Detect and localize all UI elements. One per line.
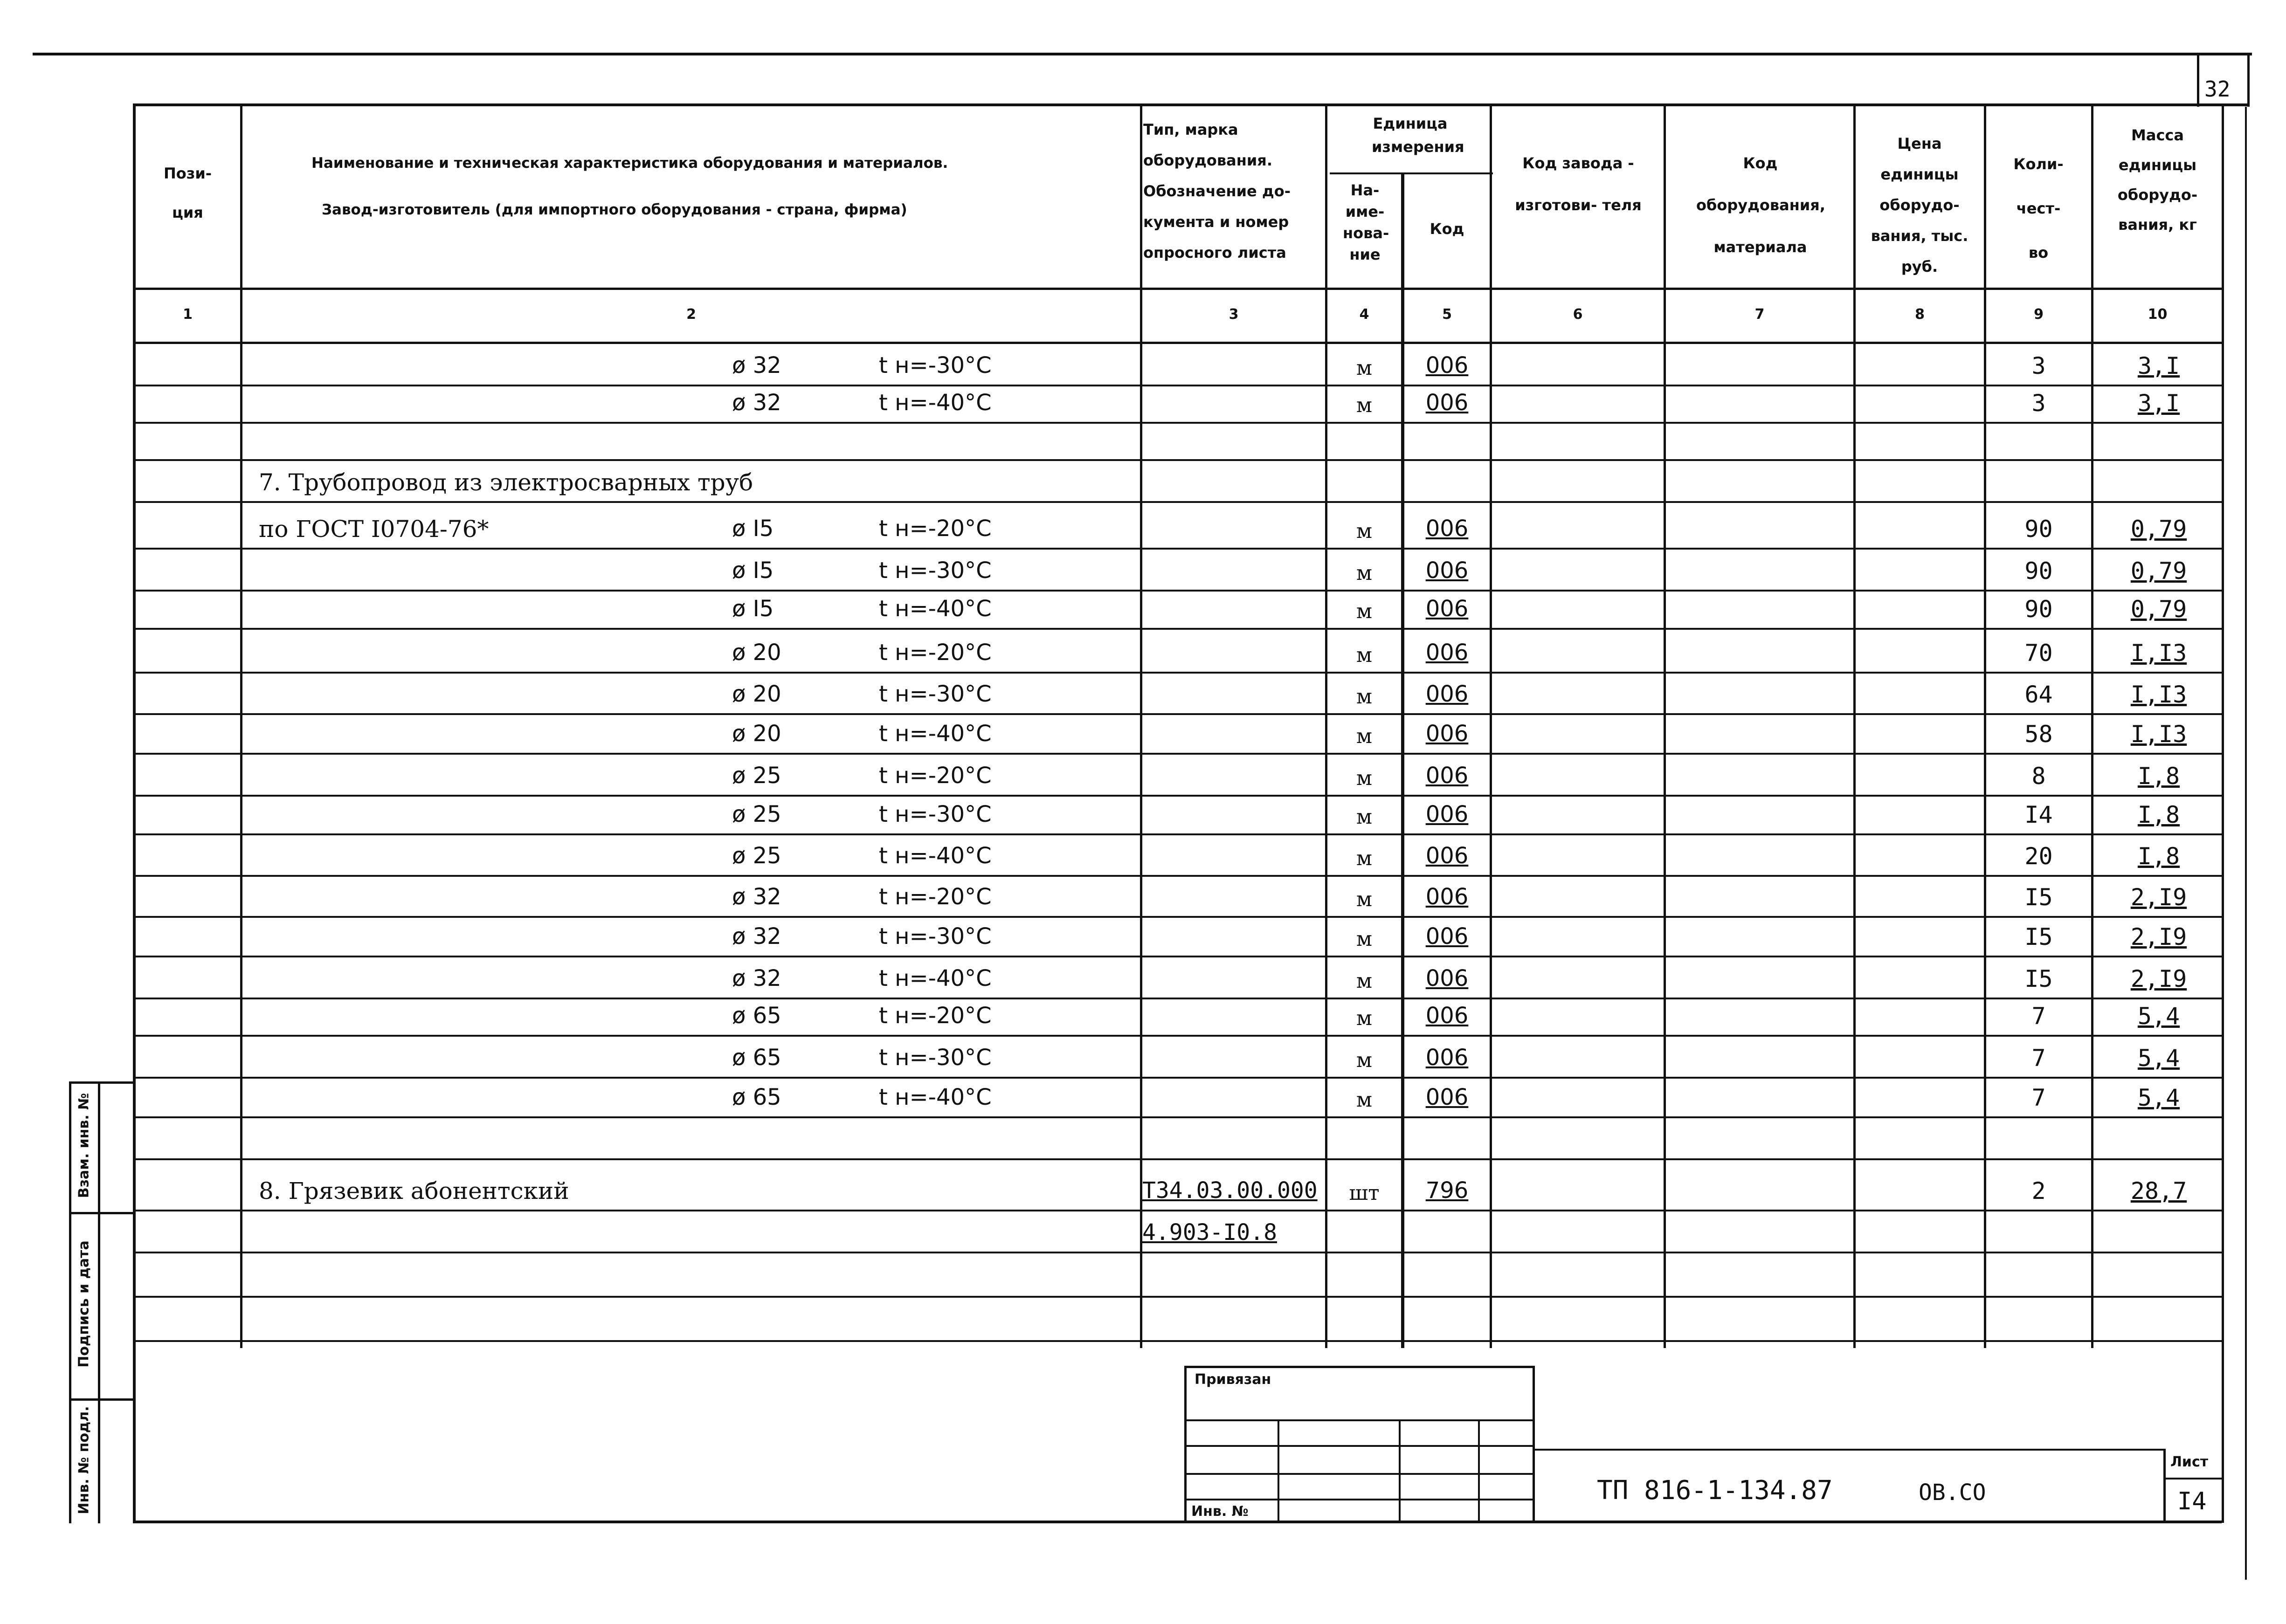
colnum-7: 7 (1754, 306, 1765, 323)
row-unit: м (1356, 643, 1373, 667)
row-unit: м (1356, 1006, 1373, 1030)
row-code: 006 (1425, 721, 1469, 747)
row-mass: I,8 (2137, 843, 2180, 870)
row-text: 8. Грязевик абонентский (259, 1177, 569, 1204)
row-separator (133, 422, 2222, 424)
row-temperature: t н=-30°С (879, 557, 992, 584)
row-separator (133, 1116, 2222, 1118)
row-unit: м (1356, 356, 1373, 380)
stamp-left-outer (69, 1081, 71, 1523)
row-separator (133, 795, 2222, 797)
row-quantity: 7 (2031, 1045, 2046, 1072)
header-unit-name: На- име- нова- ние (1343, 181, 1389, 263)
header-bottom-line (133, 288, 2222, 290)
row-separator (133, 628, 2222, 630)
row-quantity: 58 (2024, 721, 2053, 748)
row-unit: м (1356, 393, 1373, 417)
header-mass: Масса единицы оборудо- вания, кг (2117, 126, 2198, 234)
attach-row-4 (1184, 1499, 1535, 1500)
row-temperature: t н=-40°С (879, 843, 992, 869)
row-unit: м (1356, 927, 1373, 951)
row-unit: м (1356, 519, 1373, 543)
row-code: 006 (1425, 884, 1469, 910)
row-mass: 2,I9 (2130, 965, 2187, 992)
row-diameter: ø I5 (732, 596, 774, 622)
row-separator (133, 998, 2222, 999)
stamp-inv-replace: Взам. инв. № (76, 1093, 92, 1198)
stamp-inv-orig: Инв. № подл. (76, 1406, 92, 1514)
row-mass: 5,4 (2137, 1084, 2180, 1111)
stamp-left-inner (98, 1081, 100, 1523)
row-separator (133, 713, 2222, 715)
row-quantity: 90 (2024, 596, 2053, 623)
row-diameter: ø 32 (732, 884, 781, 910)
colnum-8: 8 (1915, 306, 1925, 323)
row-code: 006 (1425, 923, 1469, 950)
header-name-line2: Завод-изготовитель (для импортного оборудования - страна, фирма) (322, 201, 907, 218)
row-unit: м (1356, 724, 1373, 748)
row-mass: I,I3 (2130, 681, 2187, 708)
row-unit: м (1356, 1088, 1373, 1112)
row-diameter: ø 20 (732, 721, 781, 747)
top-border-line (33, 53, 2252, 55)
row-mass: I,I3 (2130, 721, 2187, 748)
row-mass: 0,79 (2130, 596, 2187, 623)
header-equipment-code: Код оборудования, материала (1696, 154, 1825, 256)
row-code: 006 (1425, 352, 1469, 378)
colnum-2: 2 (686, 306, 696, 323)
row-quantity: 7 (2031, 1003, 2046, 1030)
row-mass: 28,7 (2130, 1177, 2187, 1204)
row-temperature: t н=-40°С (879, 721, 992, 747)
row-temperature: t н=-20°С (879, 884, 992, 910)
header-price: Цена единицы оборудо- вания, тыс. руб. (1871, 135, 1968, 275)
header-type: Тип, марка оборудования. Обозначение до- кумента и номер опросного листа (1143, 121, 1291, 261)
sheet-box-left (2163, 1449, 2166, 1522)
row-diameter: ø 25 (732, 843, 781, 869)
attach-col-3 (1478, 1419, 1480, 1522)
row-unit: м (1356, 846, 1373, 870)
attach-col-1 (1278, 1419, 1279, 1522)
col-line-2 (1140, 103, 1142, 1348)
row-separator (133, 916, 2222, 918)
row-temperature: t н=-20°С (879, 516, 992, 542)
row-temperature: t н=-30°С (879, 1045, 992, 1071)
row-separator (133, 833, 2222, 835)
row-temperature: t н=-30°С (879, 801, 992, 827)
row-mass: I,I3 (2130, 640, 2187, 667)
row-temperature: t н=-30°С (879, 352, 992, 378)
row-separator (133, 459, 2222, 461)
row-quantity: 20 (2024, 843, 2053, 870)
row-mass: 3,I (2137, 390, 2180, 417)
row-code: 006 (1425, 843, 1469, 869)
colnum-4: 4 (1359, 306, 1369, 323)
row-diameter: ø 20 (732, 681, 781, 707)
table-top-border (133, 103, 2250, 106)
stamp-div-1 (69, 1212, 133, 1214)
header-unit-group: Единица измерения (1372, 115, 1464, 156)
col-line-5 (1490, 103, 1492, 1348)
row-mass: 2,I9 (2130, 884, 2187, 911)
row-diameter: ø 65 (732, 1003, 781, 1029)
row-separator (133, 1252, 2222, 1253)
row-code: 006 (1425, 681, 1469, 707)
row-separator (133, 1210, 2222, 1211)
designation-text: ТП 816-1-134.87 (1597, 1475, 1833, 1506)
designation-top (1533, 1449, 2166, 1451)
row-quantity: I5 (2024, 884, 2053, 911)
attach-row-1 (1184, 1419, 1535, 1421)
row-code: 796 (1425, 1177, 1469, 1204)
row-separator (133, 956, 2222, 957)
row-temperature: t н=-30°С (879, 923, 992, 950)
row-mass: 2,I9 (2130, 923, 2187, 950)
row-mass: 5,4 (2137, 1045, 2180, 1072)
row-code: 006 (1425, 1045, 1469, 1071)
row-temperature: t н=-20°С (879, 763, 992, 789)
row-unit: м (1356, 805, 1373, 829)
row-diameter: ø I5 (732, 516, 774, 542)
row-diameter: ø 32 (732, 390, 781, 416)
row-quantity: 90 (2024, 516, 2053, 543)
row-mass: 5,4 (2137, 1003, 2180, 1030)
row-diameter: ø 25 (732, 801, 781, 827)
row-diameter: ø 32 (732, 352, 781, 378)
header-position: Пози- ция (163, 165, 212, 221)
right-margin-line (2245, 107, 2247, 1580)
row-separator (133, 1035, 2222, 1037)
row-mass: I,8 (2137, 763, 2180, 790)
row-diameter: ø I5 (732, 557, 774, 584)
row-quantity: 64 (2024, 681, 2053, 708)
row-diameter: ø 65 (732, 1045, 781, 1071)
col-line-9 (2091, 103, 2093, 1348)
row-unit: м (1356, 766, 1373, 790)
row-type: Т34.03.00.000 (1142, 1177, 1318, 1204)
row-diameter: ø 65 (732, 1084, 781, 1110)
col-line-6 (1664, 103, 1666, 1348)
header-name-line1: Наименование и техническая характеристика оборудования и материалов. (311, 155, 948, 172)
row-code: 006 (1425, 516, 1469, 542)
sheet-number-top: 32 (2204, 76, 2231, 102)
row-separator (133, 753, 2222, 755)
colnum-bottom-line (133, 342, 2222, 344)
attached-label: Привязан (1195, 1371, 1271, 1388)
row-code: 006 (1425, 640, 1469, 666)
row-code: 006 (1425, 1084, 1469, 1110)
row-separator (133, 672, 2222, 674)
table-right-border (2222, 103, 2224, 1523)
row-quantity: 3 (2031, 390, 2046, 417)
sheet-box-mid (2163, 1478, 2222, 1479)
col-line-4 (1401, 172, 1404, 1348)
row-unit: м (1356, 1048, 1373, 1072)
colnum-1: 1 (183, 306, 193, 323)
row-mass: I,8 (2137, 801, 2180, 828)
table-bottom-border (133, 1521, 2222, 1523)
sheet-number-box-right (2247, 55, 2250, 107)
row-code: 006 (1425, 1003, 1469, 1029)
header-factory-code: Код завода - изготови- теля (1515, 154, 1642, 214)
row-code: 006 (1425, 801, 1469, 827)
col-line-3 (1325, 103, 1327, 1348)
row-temperature: t н=-40°С (879, 1084, 992, 1110)
row-temperature: t н=-20°С (879, 1003, 992, 1029)
attach-row-2 (1184, 1445, 1535, 1447)
section-code: ОВ.СО (1919, 1479, 1986, 1506)
row-diameter: ø 32 (732, 923, 781, 950)
row-quantity: I4 (2024, 801, 2053, 828)
row-separator (133, 875, 2222, 877)
row-code: 006 (1425, 596, 1469, 622)
row-mass: 3,I (2137, 352, 2180, 379)
row-text: по ГОСТ I0704-76* (259, 516, 489, 543)
row-separator (133, 1296, 2222, 1298)
header-quantity: Коли- чест- во (2013, 155, 2064, 261)
row-quantity: 3 (2031, 352, 2046, 379)
row-separator (133, 1158, 2222, 1160)
row-text: 7. Трубопровод из электросварных труб (259, 469, 753, 496)
row-quantity: 70 (2024, 640, 2053, 667)
header-unit-code: Код (1430, 220, 1464, 238)
row-code: 006 (1425, 965, 1469, 991)
sheet-label: Лист (2170, 1454, 2209, 1470)
row-temperature: t н=-40°С (879, 390, 992, 416)
stamp-sign-date: Подпись и дата (76, 1240, 92, 1368)
row-unit: м (1356, 685, 1373, 709)
col-line-1 (240, 103, 242, 1348)
row-quantity: I5 (2024, 965, 2053, 992)
row-type: 4.903-I0.8 (1142, 1219, 1277, 1246)
colnum-3: 3 (1229, 306, 1239, 323)
row-quantity: I5 (2024, 923, 2053, 950)
row-separator (133, 1077, 2222, 1079)
row-temperature: t н=-20°С (879, 640, 992, 666)
unit-group-divider (1330, 172, 1493, 174)
row-temperature: t н=-40°С (879, 965, 992, 991)
row-separator (133, 590, 2222, 592)
col-line-7 (1853, 103, 1856, 1348)
colnum-10: 10 (2148, 306, 2168, 323)
row-diameter: ø 20 (732, 640, 781, 666)
row-quantity: 7 (2031, 1084, 2046, 1111)
sheet-number-box-left (2197, 55, 2199, 107)
row-diameter: ø 32 (732, 965, 781, 991)
colnum-6: 6 (1573, 306, 1583, 323)
row-quantity: 90 (2024, 557, 2053, 585)
row-code: 006 (1425, 557, 1469, 584)
row-separator (133, 1340, 2222, 1342)
row-separator (133, 385, 2222, 386)
row-temperature: t н=-40°С (879, 596, 992, 622)
row-unit: м (1356, 969, 1373, 993)
row-temperature: t н=-30°С (879, 681, 992, 707)
row-code: 006 (1425, 763, 1469, 789)
colnum-9: 9 (2034, 306, 2044, 323)
attach-row-3 (1184, 1473, 1535, 1475)
row-quantity: 2 (2031, 1177, 2046, 1204)
row-separator (133, 501, 2222, 503)
row-unit: шт (1349, 1181, 1380, 1205)
sheet-value: I4 (2177, 1487, 2207, 1515)
inv-no-label: Инв. № (1191, 1503, 1249, 1520)
attach-col-2 (1399, 1419, 1401, 1522)
row-separator (133, 548, 2222, 550)
colnum-5: 5 (1442, 306, 1452, 323)
row-diameter: ø 25 (732, 763, 781, 789)
row-mass: 0,79 (2130, 516, 2187, 543)
row-code: 006 (1425, 390, 1469, 416)
row-unit: м (1356, 599, 1373, 623)
row-quantity: 8 (2031, 763, 2046, 790)
row-unit: м (1356, 888, 1373, 911)
row-mass: 0,79 (2130, 557, 2187, 585)
row-unit: м (1356, 561, 1373, 585)
attach-top (1184, 1366, 1535, 1368)
